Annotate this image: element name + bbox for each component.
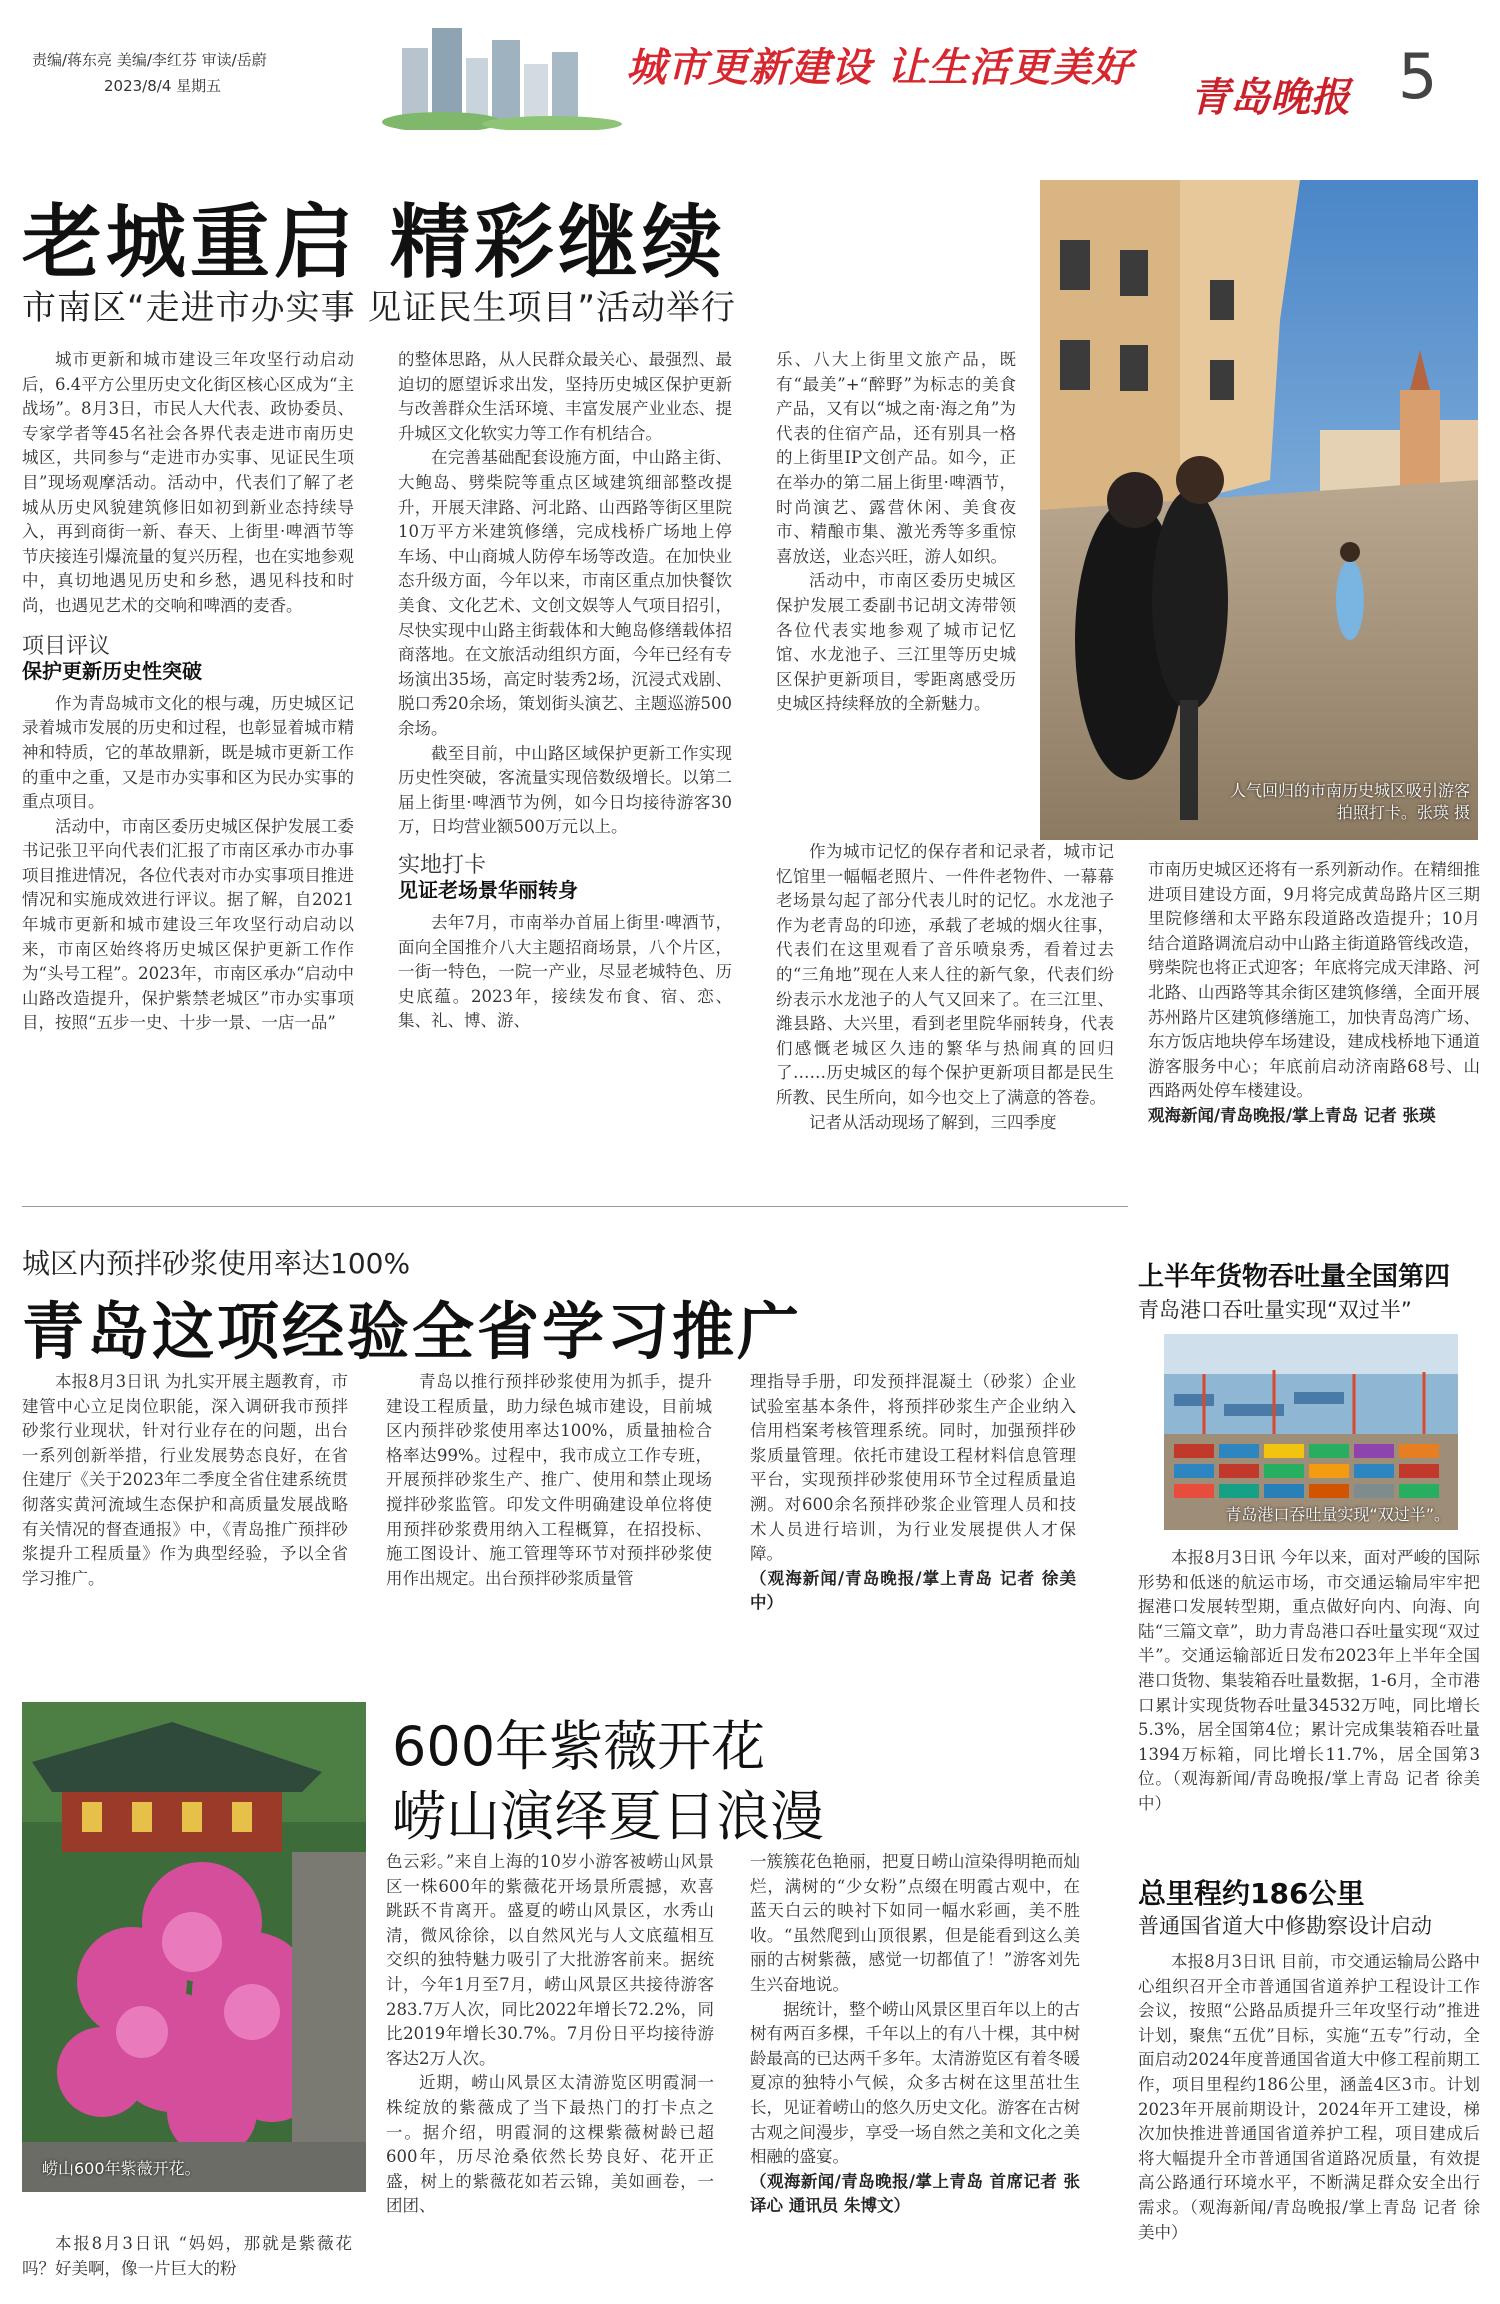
story2-paragraph: 本报8月3日讯 为扎实开展主题教育，市建管中心立足岗位职能，深入调研我市预拌砂浆行业现状，针对行业存在的问题，出台一系列创新举措，行业发展势态良好，在省住建厅《关于2023年二季度全省住建系统贯彻落实黄河流域生态保护和高质量发展战略有关情况的督查通报》中，《青岛推广预拌砂浆提升工程质量》作为典型经验，予以全省学习推广。 xyxy=(22,1372,348,1588)
story1-paragraph: 市南历史城区还将有一系列新动作。在精细推进项目建设方面，9月将完成黄岛路片区三期里院修缮和太平路东段道路改造提升；10月结合道路调流启动中山路主街道路管线改造，劈柴院也将正式迎客；年底将完成天津路、河北路、山西路等其余街区建筑修缮，全面开展苏州路片区建筑修缮施工，加快青岛湾广场、东方饭店地块停车场建设，建成栈桥地下通道游客服务中心；年底前启动济南路68号、山西路两处停车楼建设。 xyxy=(1148,860,1480,1101)
story1-section1-subtitle: 保护更新历史性突破 xyxy=(22,659,202,684)
story1-paragraph: 去年7月，市南举办首届上街里·啤酒节，面向全国推介八大主题招商场景，八个片区，一街一特色，一院一产业，尽显老城特色、历史底蕴。2023年，接续发布食、宿、恋、集、礼、博、游、 xyxy=(398,913,732,1031)
story5-paragraph: 色云彩。”来自上海的10岁小游客被崂山风景区一株600年的紫薇花开场景所震撼，欢喜跳跃不肯离开。盛夏的崂山风景区，水秀山清，微风徐徐，以自然风光与人文底蕴相互交织的独特魅力吸引了大批游客前来。据统计，今年1月至7月，崂山风景区共接待游客283.7万人次，同比2022年增长72.2%，同比2019年增长30.7%。7月份日平均接待游客达2万人次。 xyxy=(386,1852,714,2068)
story2-paragraph: 青岛以推行预拌砂浆使用为抓手，提升建设工程质量，助力绿色城市建设，目前城区内预拌砂浆使用率达100%，质量抽检合格率达99%。过程中，我市成立工作专班，开展预拌砂浆生产、推广、使用和禁止现场搅拌砂浆监管。印发文件明确建设单位将使用预拌砂浆费用纳入工程概算，在招投标、施工图设计、施工管理等环节对预拌砂浆使用作出规定。出台预拌砂浆质量管 xyxy=(386,1372,712,1588)
story5-column-0 xyxy=(22,2232,352,2281)
crape-myrtle-image xyxy=(22,1702,366,2192)
story2-paragraph: 理指导手册，印发预拌混凝土（砂浆）企业试验室基本条件，将预拌砂浆生产企业纳入信用档案考核管理系统。同时，加强预拌砂浆质量管理。依托市建设工程材料信息管理平台，实现预拌砂浆使用环节全过程质量追溯。对600余名预拌砂浆企业管理人员和技术人员进行培训，为行业发展提供人才保障。 xyxy=(750,1372,1076,1564)
story5-paragraph: 据统计，整个崂山风景区里百年以上的古树有两百多棵，千年以上的有八十棵，其中树龄最高的已达两千多年。太清游览区有着冬暖夏凉的独特小气候，众多古树在这里茁壮生长，见证着崂山的悠久历史文化。游客在古树古观之间漫步，享受一场自然之美和文化之美相融的盛宴。 xyxy=(750,1999,1080,2167)
story5-byline: （观海新闻/青岛晚报/掌上青岛 首席记者 张译心 通讯员 朱博文） xyxy=(750,2171,1080,2216)
story1-paragraph: 截至目前，中山路区域保护更新工作实现历史性突破，客流量实现倍数级增长。以第二届上街里·啤酒节为例，如今日均接待游客30万，日均营业额500万元以上。 xyxy=(398,743,732,837)
story2-headline: 青岛这项经验全省学习推广 xyxy=(22,1295,803,1368)
story5-column-2 xyxy=(750,1850,1080,2219)
story2-byline: （观海新闻/青岛晚报/掌上青岛 记者 徐美中） xyxy=(750,1568,1076,1613)
story3-subheadline: 青岛港口吞吐量实现“双过半” xyxy=(1138,1298,1412,1322)
story1-paragraph: 在完善基础配套设施方面，中山路主街、大鲍岛、劈柴院等重点区域建筑细部整改提升，开展天津路、河北路、山西路等街区里院10万平方米建筑修缮，完成栈桥广场地上停车场、中山商城人防停车场等改造。在加快业态升级方面，今年以来，市南区重点加快餐饮美食、文化艺术、文创文娱等人气项目招引，尽快实现中山路主街载体和大鲍岛修缮载体招商落地。在文旅活动组织方面，今年已经有专场演出35场，高定时装秀2场，沉浸式戏剧、脱口秀20余场，策划街头演艺、主题巡游500余场。 xyxy=(398,448,732,738)
story4-headline: 总里程约186公里 xyxy=(1138,1877,1365,1910)
story1-column-1 xyxy=(22,348,354,1036)
story5-headline: 600年紫薇开花 xyxy=(392,1715,766,1778)
story5-paragraph: 本报8月3日讯 “妈妈，那就是紫薇花吗？好美啊，像一片巨大的粉 xyxy=(22,2234,352,2278)
story4-body xyxy=(1138,1950,1480,2245)
story1-photo-old-town xyxy=(1040,180,1478,840)
story2-column-1 xyxy=(22,1370,348,1591)
story1-headline: 老城重启 精彩继续 xyxy=(22,196,726,289)
story2-kicker: 城区内预拌砂浆使用率达100% xyxy=(22,1247,411,1280)
story1-section2-subtitle: 见证老场景华丽转身 xyxy=(398,878,578,903)
story1-column-4 xyxy=(1148,858,1480,1129)
story1-column-3b xyxy=(776,840,1114,1135)
story1-column-2 xyxy=(398,348,732,1034)
skyline-illustration xyxy=(382,18,622,130)
story1-column-3a xyxy=(776,348,1016,717)
issue-date: 2023/8/4 星期五 xyxy=(104,77,222,95)
section-divider xyxy=(22,1206,1128,1207)
editors-line: 责编/蒋东亮 美编/李红芬 审读/岳蔚 xyxy=(32,51,267,69)
story1-paragraph: 乐、八大上街里文旅产品，既有“最美”+“醉野”为标志的美食产品，又有以“城之南·海之角”为代表的住宿产品，还有别具一格的上街里IP文创产品。如今，正在举办的第二届上街里·啤酒节，时尚演艺、露营休闲、美食夜市、精酿市集、激光秀等多重惊喜放送，业态兴旺，游人如织。 xyxy=(776,350,1016,566)
story1-byline: 观海新闻/青岛晚报/掌上青岛 记者 张瑛 xyxy=(1148,1105,1436,1125)
street-scene-image xyxy=(1040,180,1478,840)
story1-paragraph: 作为青岛城市文化的根与魂，历史城区记录着城市发展的历史和过程，也彰显着城市精神和特质，它的革故鼎新，既是城市更新工作的重中之重，又是市办实事和区为民办实事的重点项目。 xyxy=(22,693,354,812)
header-slogan: 城市更新建设 让生活更美好 xyxy=(626,45,1133,91)
story5-subheadline: 崂山演绎夏日浪漫 xyxy=(392,1785,824,1848)
story5-photo-caption: 崂山600年紫薇开花。 xyxy=(42,2159,201,2178)
story1-paragraph: 活动中，市南区委历史城区保护发展工委书记张卫平向代表们汇报了市南区承办市办事项目推进情况，各位代表对市办实事项目推进情况和实施成效进行评议。据了解，自2021年城市更新和城市建设三年攻坚行动启动以来，市南区始终将历史城区保护更新工作作为“头号工程”。2023年，市南区承办“启动中山路改造提升，保护紫禁老城区”市办实事项目，按照“五步一史、十步一景、一店一品” xyxy=(22,816,354,1033)
story5-column-1 xyxy=(386,1850,714,2219)
story1-intro: 城市更新和城市建设三年攻坚行动启动后，6.4平方公里历史文化街区核心区成为“主战场”。8月3日，市民人大代表、政协委员、专家学者等45名社会各界代表走进市南历史城区，共同参与“走进市办实事、见证民生项目”现场观摩活动。活动中，代表们了解了老城从历史风貌建筑修旧如初到新业态持续导入，再到商街一新、春天、上街里·啤酒节等节庆接连引爆流量的复兴历程，也在实地参观中，真切地遇见历史和乡愁，遇见科技和时尚，也遇见艺术的交响和啤酒的麦香。 xyxy=(22,350,354,615)
story3-photo-port xyxy=(1164,1334,1458,1530)
story3-photo-caption: 青岛港口吞吐量实现“双过半”。 xyxy=(1225,1505,1450,1524)
story1-section2-title: 实地打卡 xyxy=(398,852,487,878)
port-image xyxy=(1164,1334,1458,1530)
page-number: 5 xyxy=(1398,40,1438,113)
story5-paragraph: 近期，崂山风景区太清游览区明霞洞一株绽放的紫薇成了当下最热门的打卡点之一。据介绍，明霞洞的这棵紫薇树龄已超600年，历尽沧桑依然长势良好、花开正盛，树上的紫薇花如若云锦，美如画卷，一团团、 xyxy=(386,2073,714,2216)
newspaper-brand: 青岛晚报 xyxy=(1190,74,1350,121)
story3-paragraph: 本报8月3日讯 今年以来，面对严峻的国际形势和低迷的航运市场，市交通运输局牢牢把握港口发展转型期，重点做好向内、向海、向陆“三篇文章”，助力青岛港口吞吐量实现“双过半”。交通运输部近日发布2023年上半年全国港口货物、集装箱吞吐量数据，1-6月，全市港口累计实现货物吞吐量34532万吨，同比增长5.3%，居全国第4位；累计完成集装箱吞吐量1394万标箱，同比增长11.7%，居全国第3位。（观海新闻/青岛晚报/掌上青岛 记者 徐美中） xyxy=(1138,1548,1480,1813)
story1-paragraph: 记者从活动现场了解到，三四季度 xyxy=(809,1112,1057,1132)
story1-section1-title: 项目评议 xyxy=(22,633,111,659)
story1-paragraph: 作为城市记忆的保存者和记录者，城市记忆馆里一幅幅老照片、一件件老物件、一幕幕老场景勾起了部分代表儿时的记忆。水龙池子作为老青岛的印迹，承载了老城的烟火往事，代表们在这里观看了音乐喷泉秀，看着过去的“三角地”现在人来人往的新气象，代表们纷纷表示水龙池子的人气又回来了。在三江里、潍县路、大兴里，看到老里院华丽转身，代表们感慨老城区久违的繁华与热闹真的回归了……历史城区的每个保护更新项目都是民生所教、民生所向，如今也交上了满意的答卷。 xyxy=(776,842,1114,1107)
story5-photo-crape-myrtle xyxy=(22,1702,366,2192)
story4-paragraph: 本报8月3日讯 目前，市交通运输局公路中心组织召开全市普通国省道养护工程设计工作会议，按照“公路品质提升三年攻坚行动”推进计划，聚焦“五优”目标，实施“五专”行动，全面启动2024年度普通国省道大中修工程前期工作，项目里程约186公里，涵盖4区3市。计划2023年开展前期设计，2024年开工建设，梯次加快推进普通国省道养护工程，项目建成后将大幅提升全市普通国省道路况质量，有效提高公路通行环境水平，不断满足群众安全出行需求。（观海新闻/青岛晚报/掌上青岛 记者 徐美中） xyxy=(1138,1952,1480,2242)
story2-column-3 xyxy=(750,1370,1076,1616)
story4-subheadline: 普通国省道大中修勘察设计启动 xyxy=(1138,1914,1432,1938)
story1-subheadline: 市南区“走进市办实事 见证民生项目”活动举行 xyxy=(22,288,737,328)
story1-photo-caption: 人气回归的市南历史城区吸引游客拍照打卡。张瑛 摄 xyxy=(1229,781,1470,822)
story3-headline: 上半年货物吞吐量全国第四 xyxy=(1138,1262,1451,1292)
story1-paragraph: 的整体思路，从人民群众最关心、最强烈、最迫切的愿望诉求出发，坚持历史城区保护更新与改善群众生活环境、丰富发展产业业态、提升城区文化软实力等工作有机结合。 xyxy=(398,350,732,443)
story2-column-2 xyxy=(386,1370,712,1591)
story5-paragraph: 一簇簇花色艳丽，把夏日崂山渲染得明艳而灿烂，满树的“少女粉”点缀在明霞古观中，在蓝天白云的映衬下如同一幅水彩画，美不胜收。“虽然爬到山顶很累，但是能看到这么美丽的古树紫薇，感觉一切都值了！”游客刘先生兴奋地说。 xyxy=(750,1852,1080,1994)
story3-body xyxy=(1138,1546,1480,1817)
story1-paragraph: 活动中，市南区委历史城区保护发展工委副书记胡文涛带领各位代表实地参观了城市记忆馆、水龙池子、三江里等历史城区保护更新项目，零距离感受历史城区持续释放的全新魅力。 xyxy=(776,571,1016,714)
